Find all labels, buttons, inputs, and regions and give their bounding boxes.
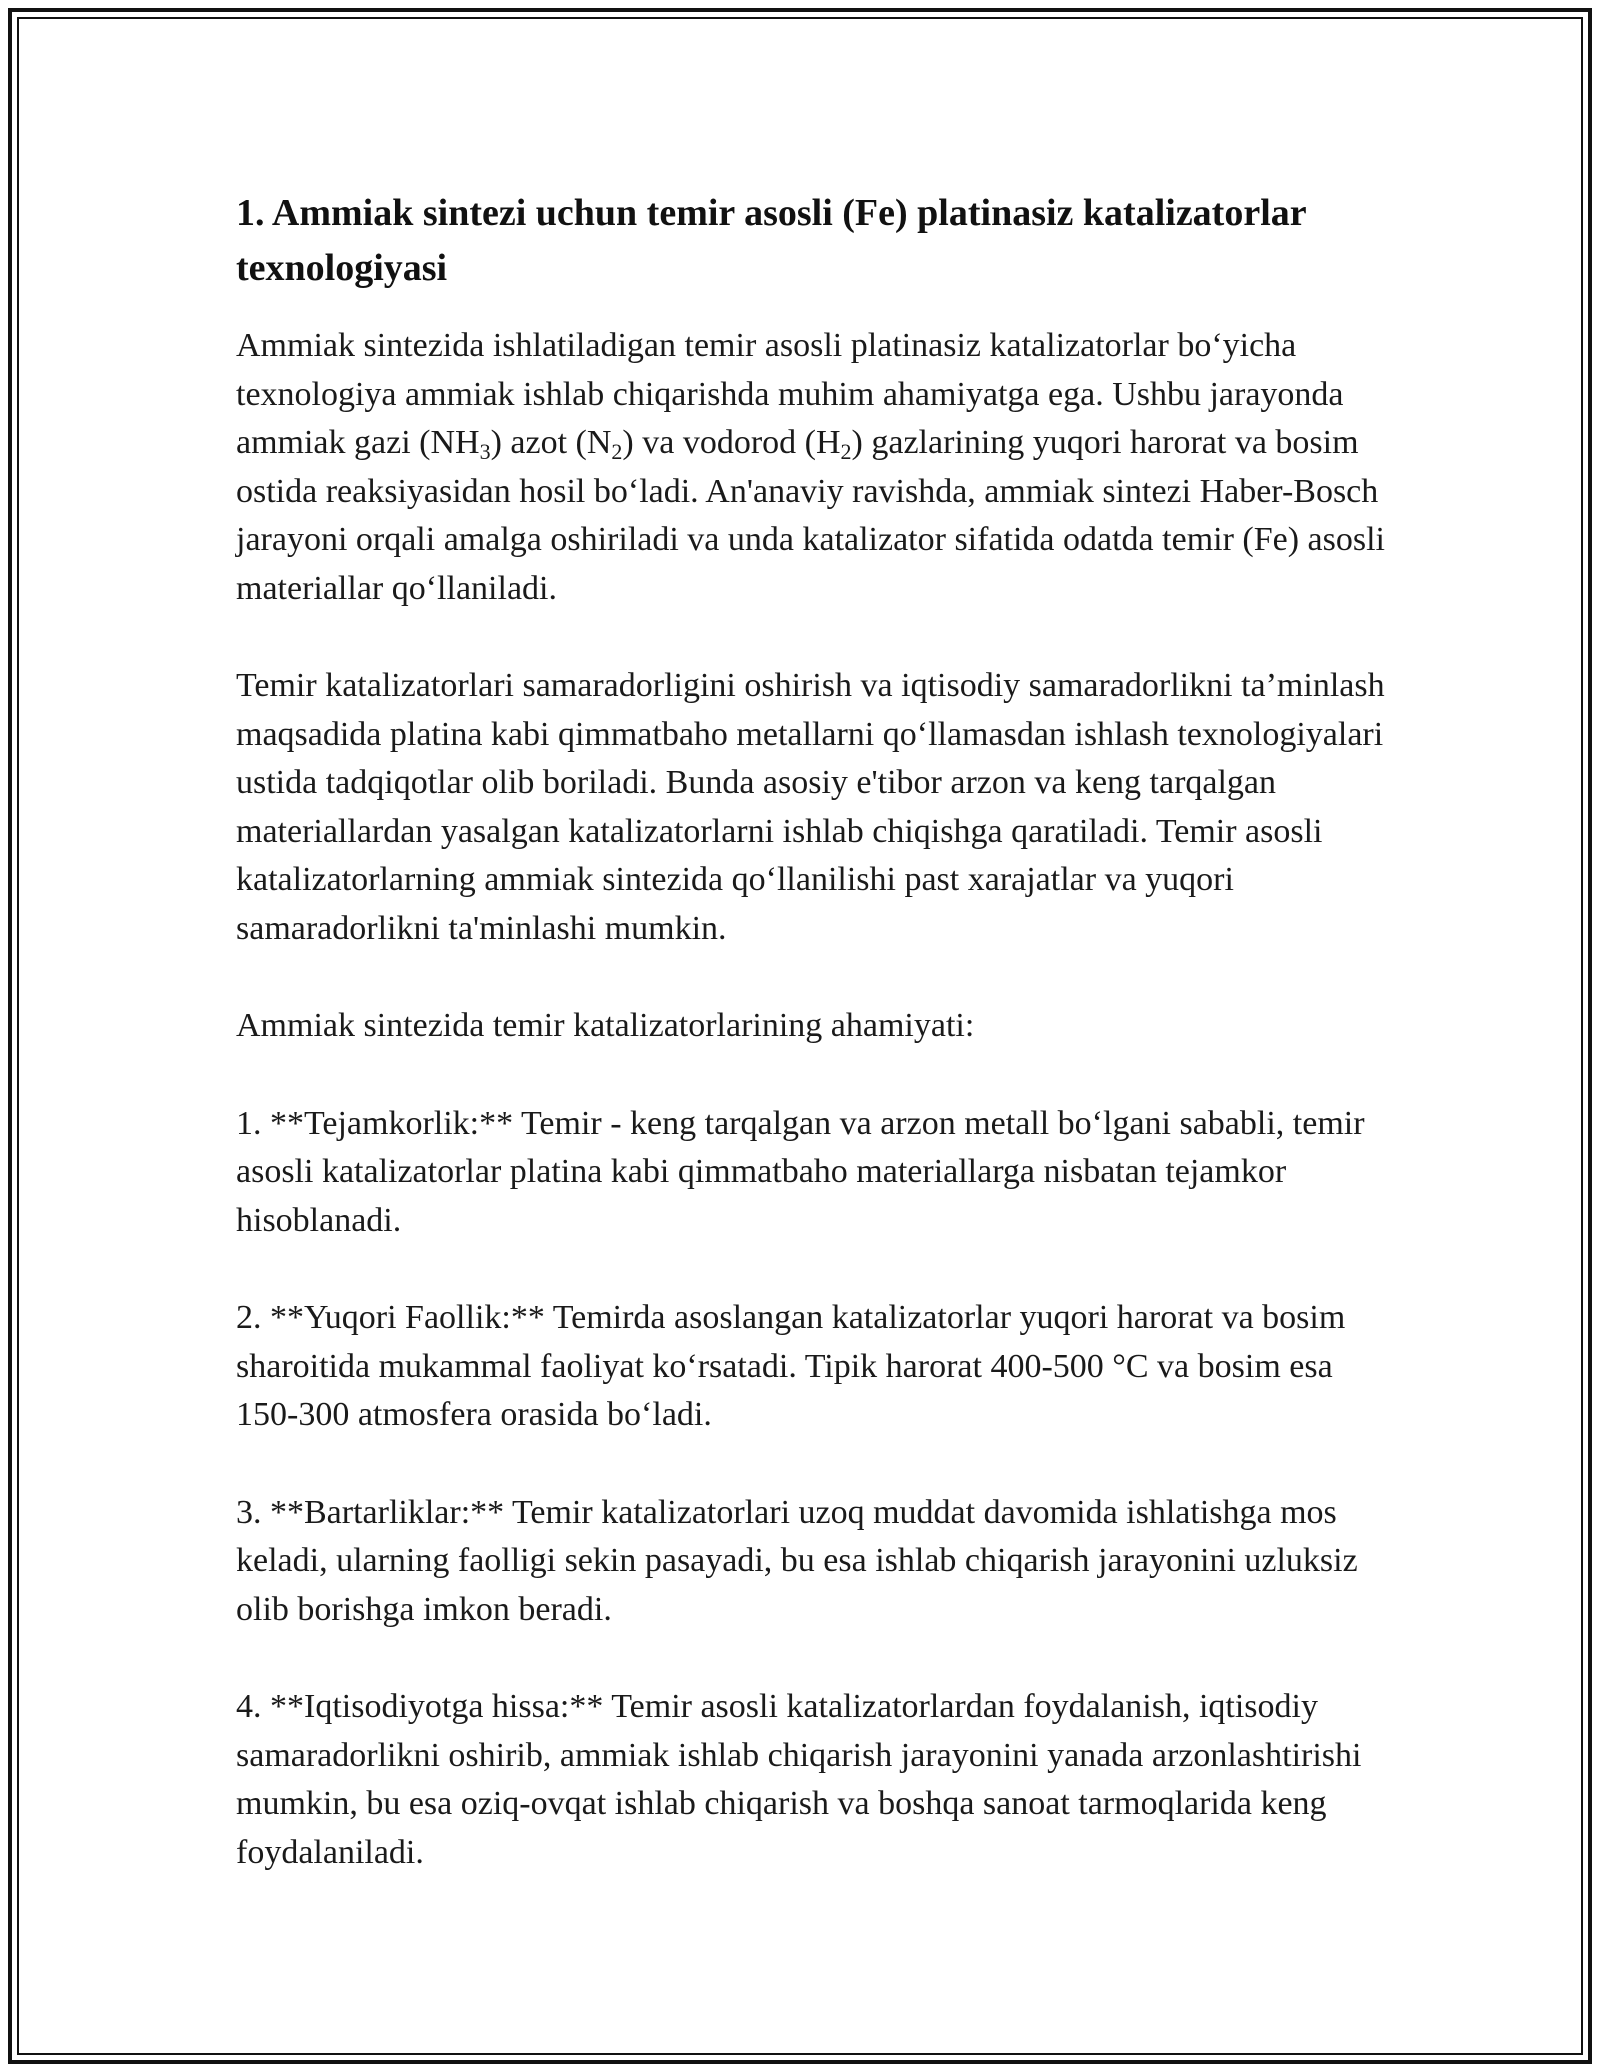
subscript-n2: 2 bbox=[611, 439, 623, 464]
intro-text-part-3: ) va vodorod (H bbox=[622, 424, 841, 461]
document-body bbox=[236, 186, 1386, 1926]
list-item-activity: 2. **Yuqori Faollik:** Temirda asoslangan katalizatorlar yuqori harorat va bosim sharoitida mukammal faoliyat ko‘rsatadi. Tipik harorat 400-500 °C va bosim esa 150-300 atmosfera orasida bo‘ladi. bbox=[236, 1299, 1346, 1433]
list-item-advantages: 3. **Bartarliklar:** Temir katalizatorlari uzoq muddat davomida ishlatishga mos keladi, ularning faolligi sekin pasayadi, bu esa ishlab chiqarish jarayonini uzluksiz olib borishga imkon beradi. bbox=[236, 1493, 1358, 1628]
list-item-economic-contribution: 4. **Iqtisodiyotga hissa:** Temir asosli katalizatorlardan foydalanish, iqtisodiy samaradorlikni oshirib, ammiak ishlab chiqarish jarayonini yanada arzonlashtirishi mumkin, bu esa oziq-ovqat ishlab chiqarish va boshqa sanoat tarmoqlarida keng foydalaniladi. bbox=[236, 1688, 1362, 1871]
intro-paragraph bbox=[236, 322, 1386, 613]
intro-text-part-2: ) azot (N bbox=[490, 424, 612, 461]
subscript-h2: 2 bbox=[840, 439, 852, 464]
list-intro: Ammiak sintezida temir katalizatorlarining ahamiyati: bbox=[236, 1007, 975, 1044]
subscript-nh3: 3 bbox=[479, 439, 491, 464]
research-paragraph: Temir katalizatorlari samaradorligini oshirish va iqtisodiy samaradorlikni ta’minlash maqsadida platina kabi qimmatbaho metallarni qo‘llamasdan ishlash texnologiyalari ustida tadqiqotlar olib boriladi. Bunda asosiy e'tibor arzon va keng tarqalgan materiallardan yasalgan katalizatorlarni ishlab chiqishga qaratiladi. Temir asosli katalizatorlarning ammiak sintezida qo‘llanilishi past xarajatlar va yuqori samaradorlikni ta'minlashi mumkin. bbox=[236, 667, 1385, 947]
section-heading: 1. Ammiak sintezi uchun temir asosli (Fe) platinasiz katalizatorlar texnologiyasi bbox=[236, 192, 1306, 289]
intro-text-part-1: Ammiak sintezida ishlatiladigan temir asosli platinasiz katalizatorlar bo‘yicha texnologiya ammiak ishlab chiqarishda muhim ahamiyatga ega. Ushbu jarayonda ammiak gazi (NH bbox=[236, 327, 1344, 461]
list-item-economy: 1. **Tejamkorlik:** Temir - keng tarqalgan va arzon metall bo‘lgani sababli, temir asosli katalizatorlar platina kabi qimmatbaho materiallarga nisbatan tejamkor hisoblanadi. bbox=[236, 1104, 1365, 1239]
intro-text-part-4: ) gazlarining yuqori harorat va bosim ostida reaksiyasidan hosil bo‘ladi. An'anaviy ravishda, ammiak sintezi Haber-Bosch jarayoni orqali amalga oshiriladi va unda katalizator sifatida odatda temir (Fe) asosli materiallar qo‘llaniladi. bbox=[236, 424, 1385, 607]
